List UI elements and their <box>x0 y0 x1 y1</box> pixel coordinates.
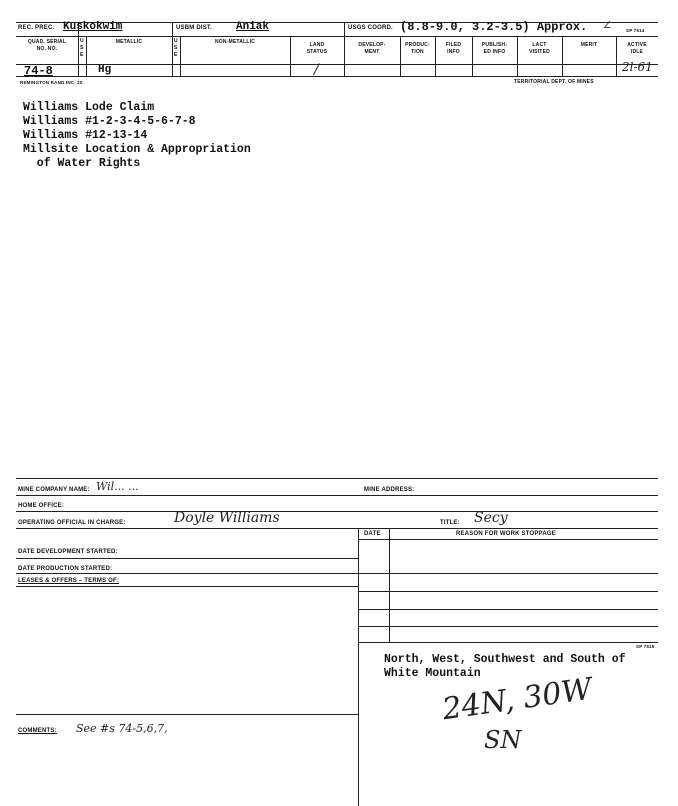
usbm-dist-label: USBM DIST. <box>176 25 213 31</box>
claim-line: Williams #12-13-14 <box>23 129 148 142</box>
form-number-2: SP 7515 <box>636 644 655 649</box>
form-number: SP 7514 <box>626 28 645 33</box>
date-column-label: DATE <box>364 531 381 537</box>
title-value: Secy <box>474 510 508 526</box>
date-development-label: DATE DEVELOPMENT STARTED: <box>18 549 118 555</box>
operating-official-value: Doyle Williams <box>174 510 280 526</box>
col-use-1: U S E <box>80 38 84 58</box>
col-quad: QUAD. SERIAL <box>27 39 67 45</box>
mine-company-value: Wil... ... <box>96 480 139 493</box>
col-published-info: PUBLISH- ED INFO <box>481 42 508 55</box>
comments-value: See #s 74-5,6,7, <box>76 722 168 735</box>
home-office-label: HOME OFFICE: <box>18 503 65 509</box>
col-production: PRODUC- TION <box>405 42 430 55</box>
quad-serial-value: 74-8 <box>24 64 53 78</box>
usgs-coord-value: (8.8-9.0, 3.2-3.5) Approx. <box>400 20 588 34</box>
col-filed-info: FILED INFO <box>445 42 462 55</box>
col-development: DEVELOP- MENT <box>358 42 386 55</box>
location-note-line: White Mountain <box>384 667 481 680</box>
location-note-line: North, West, Southwest and South of <box>384 653 626 666</box>
printer-note: REMINGTON RAND INC. 20 <box>20 80 83 85</box>
territorial-dept: TERRITORIAL DEPT. OF MINES <box>514 79 594 85</box>
metallic-value: Hg <box>98 64 112 76</box>
claim-line: Williams Lode Claim <box>23 101 155 114</box>
rec-prec-label: REC. PREC. <box>18 25 55 31</box>
col-use-2: U S E <box>174 38 178 58</box>
mine-company-label: MINE COMPANY NAME: <box>18 487 90 493</box>
title-label: TITLE: <box>440 520 460 526</box>
col-merit: MERIT <box>580 42 598 48</box>
usgs-coord-label: USGS COORD. <box>348 25 393 31</box>
col-last-visited: LACT VISITED <box>529 42 550 55</box>
section-note: SN <box>484 726 522 754</box>
leases-label: LEASES & OFFERS – TERMS OF: <box>18 578 120 584</box>
claim-line: Williams #1-2-3-4-5-6-7-8 <box>23 115 196 128</box>
claim-line: Millsite Location & Appropriation <box>23 143 251 156</box>
date-production-label: DATE PRODUCTION STARTED: <box>18 566 113 572</box>
coord-checkmark: ∠ <box>602 18 613 32</box>
mine-address-label: MINE ADDRESS: <box>364 487 415 493</box>
col-non-metallic: NON-METALLIC <box>214 39 256 45</box>
col-active-idle: ACTIVE IDLE <box>627 42 647 55</box>
rec-prec-value: Kuskokwim <box>63 21 123 33</box>
bottom-card <box>16 470 658 806</box>
col-land-status: LAND STATUS <box>306 42 328 55</box>
land-status-value: / <box>314 62 319 78</box>
claims-list <box>23 101 251 171</box>
township-note: 24N, 30W <box>440 671 595 728</box>
comments-label: COMMENTS: <box>18 728 57 734</box>
usbm-dist-value: Aniak <box>236 21 270 33</box>
reason-column-label: REASON FOR WORK STOPPAGE <box>456 531 556 537</box>
col-metallic: METALLIC <box>115 39 143 45</box>
col-quad-sub: NO. NO. <box>36 46 58 52</box>
active-idle-value: 2l-61 <box>622 60 653 74</box>
claim-line: of Water Rights <box>23 157 141 170</box>
header-card <box>16 12 658 88</box>
operating-official-label: OPERATING OFFICIAL IN CHARGE: <box>18 520 126 526</box>
